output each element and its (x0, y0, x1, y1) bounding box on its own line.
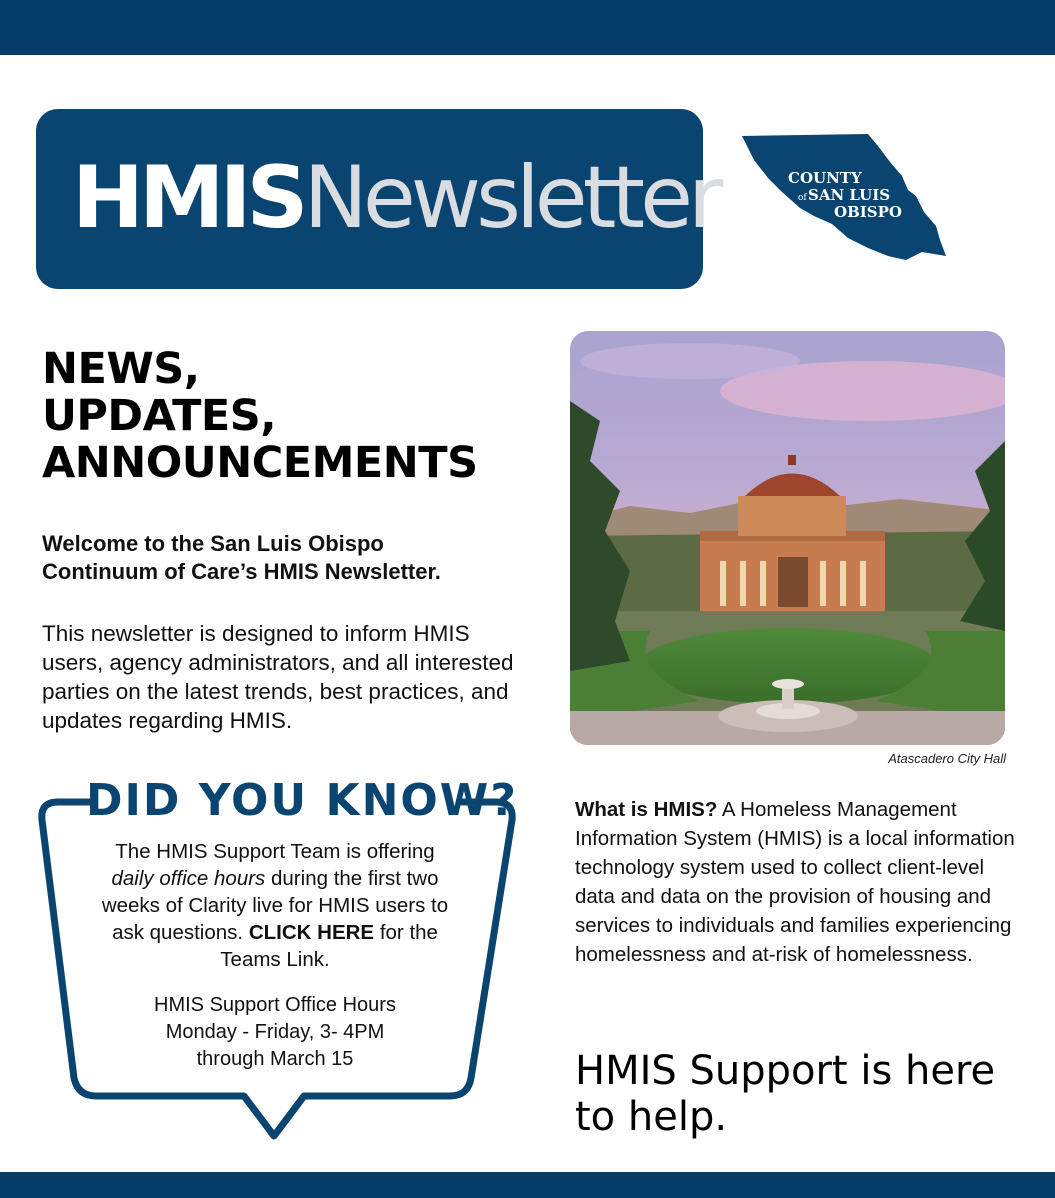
dyk-text-a: The HMIS Support Team is offering (115, 840, 435, 863)
banner-title-light: Newsletter (303, 148, 719, 248)
county-logo-of: of (798, 193, 807, 203)
county-logo-line1: COUNTY (788, 169, 862, 187)
dyk-text-b: during the first two weeks of Clarity live for HMIS users to ask questions. (101, 867, 449, 944)
banner-title (72, 143, 718, 253)
intro-paragraph: This newsletter is designed to inform HMIS users, agency administrators, and all interested parties on the latest trends, best practices, and updates regarding HMIS. (42, 621, 514, 733)
banner-title-bold: HMIS (72, 148, 304, 248)
page-headline (42, 346, 542, 487)
dyk-text-c: for the Teams Link. (220, 921, 438, 971)
teams-link[interactable]: CLICK HERE (248, 921, 375, 944)
hours-line2: Monday - Friday, 3- 4PM (165, 1021, 385, 1043)
what-is-hmis (575, 795, 1015, 969)
county-logo-line2-text: SAN LUIS (808, 186, 891, 204)
dyk-text-emphasis: daily office hours (111, 867, 266, 890)
hours-line3: through March 15 (196, 1048, 354, 1070)
county-logo-line2 (798, 186, 891, 204)
what-is-label: What is HMIS? (575, 798, 718, 821)
did-you-know-text (92, 838, 458, 973)
did-you-know-title: DID YOU KNOW? (86, 775, 518, 826)
hours-line1: HMIS Support Office Hours (154, 994, 396, 1016)
headline-line2: UPDATES, (42, 391, 277, 441)
welcome-line2: Continuum of Care’s HMIS Newsletter. (42, 559, 441, 584)
photo-caption: Atascadero City Hall (888, 751, 1006, 766)
bottom-bar (0, 1172, 1055, 1198)
what-is-text: A Homeless Management Information System (HMIS) is a local information technology system used to collect client-level data and data on the provision of housing and services to individuals and families experiencing homelessness and at-risk of homelessness. (575, 798, 1015, 966)
welcome-text (42, 530, 532, 586)
county-logo-line3: OBISPO (834, 203, 902, 221)
welcome-line1: Welcome to the San Luis Obispo (42, 531, 384, 556)
headline-line3: ANNOUNCEMENTS (42, 438, 478, 488)
city-hall-photo (570, 331, 1005, 745)
office-hours (92, 992, 458, 1073)
top-bar (0, 0, 1055, 55)
support-tagline: HMIS Support is here to help. (575, 1048, 996, 1140)
headline-line1: NEWS, (42, 344, 200, 394)
